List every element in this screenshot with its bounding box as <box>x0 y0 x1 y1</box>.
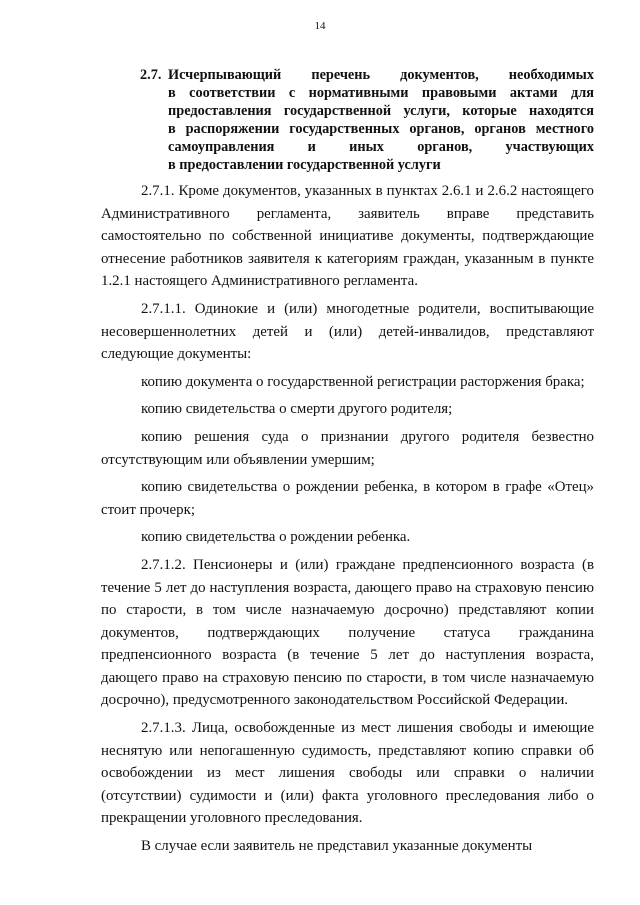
heading-line-5: самоуправления и иных органов, участвующих <box>168 139 594 155</box>
section-heading <box>140 66 594 174</box>
list-item: копию свидетельства о рождении ребенка. <box>141 529 411 546</box>
list-item: копию свидетельства о рождении ребенка, в котором в графе «Отец» стоит прочерк; <box>101 479 594 518</box>
list-item: копию свидетельства о смерти другого родителя; <box>141 401 453 418</box>
paragraph-2-7-1-1: 2.7.1.1. Одинокие и (или) многодетные родители, воспитывающие несовершеннолетних детей и (или) детей-инвалидов, представляют следующие документы: <box>101 300 594 363</box>
body-text <box>101 180 594 858</box>
paragraph-2-7-1-2: 2.7.1.2. Пенсионеры и (или) граждане предпенсионного возраста (в течение 5 лет до наступления возраста, дающего право на страховую пенсию по старости, в том числе назначаемую досрочно) представляют копии документов, подтверждающих получение статуса гражданина предпенсионного возраста (в течение 5 лет до наступления возраста, дающего право на страховую пенсию по старости, в том числе назначаемую досрочно), предусмотренного законодательством Российской Федерации. <box>101 556 594 709</box>
heading-line-1-text: Исчерпывающий перечень документов, необходимых <box>168 67 594 83</box>
heading-line-6: в предоставлении государственной услуги <box>168 157 441 173</box>
paragraph-2-7-1: 2.7.1. Кроме документов, указанных в пунктах 2.6.1 и 2.6.2 настоящего Административного регламента, заявитель вправе представить самостоятельно по собственной инициативе документы, подтверждающие отнесение работников заявителя к категориям граждан, указанным в пункте 1.2.1 настоящего Административного регламента. <box>101 183 594 290</box>
list-item: копию решения суда о признании другого родителя безвестно отсутствующим или объявлении умершим; <box>101 428 594 468</box>
heading-line-1 <box>140 66 594 84</box>
list-item: копию документа о государственной регистрации расторжения брака; <box>141 373 585 390</box>
paragraph-2-7-1-3: 2.7.1.3. Лица, освобожденные из мест лишения свободы и имеющие неснятую или непогашенную судимость, представляют копию справки об освобождении из мест лишения свободы или справки о наличии (отсутствии) судимости и (или) факта уголовного преследования либо о прекращении уголовного преследования. <box>101 720 594 827</box>
heading-line-4: в распоряжении государственных органов, органов местного <box>168 121 594 137</box>
heading-line-2: в соответствии с нормативными правовыми актами для <box>168 85 594 101</box>
heading-number: 2.7. <box>140 67 162 83</box>
heading-line-3: предоставления государственной услуги, которые находятся <box>168 103 594 119</box>
page-number: 14 <box>314 20 326 32</box>
paragraph-continuation: В случае если заявитель не представил указанные документы <box>141 838 533 855</box>
